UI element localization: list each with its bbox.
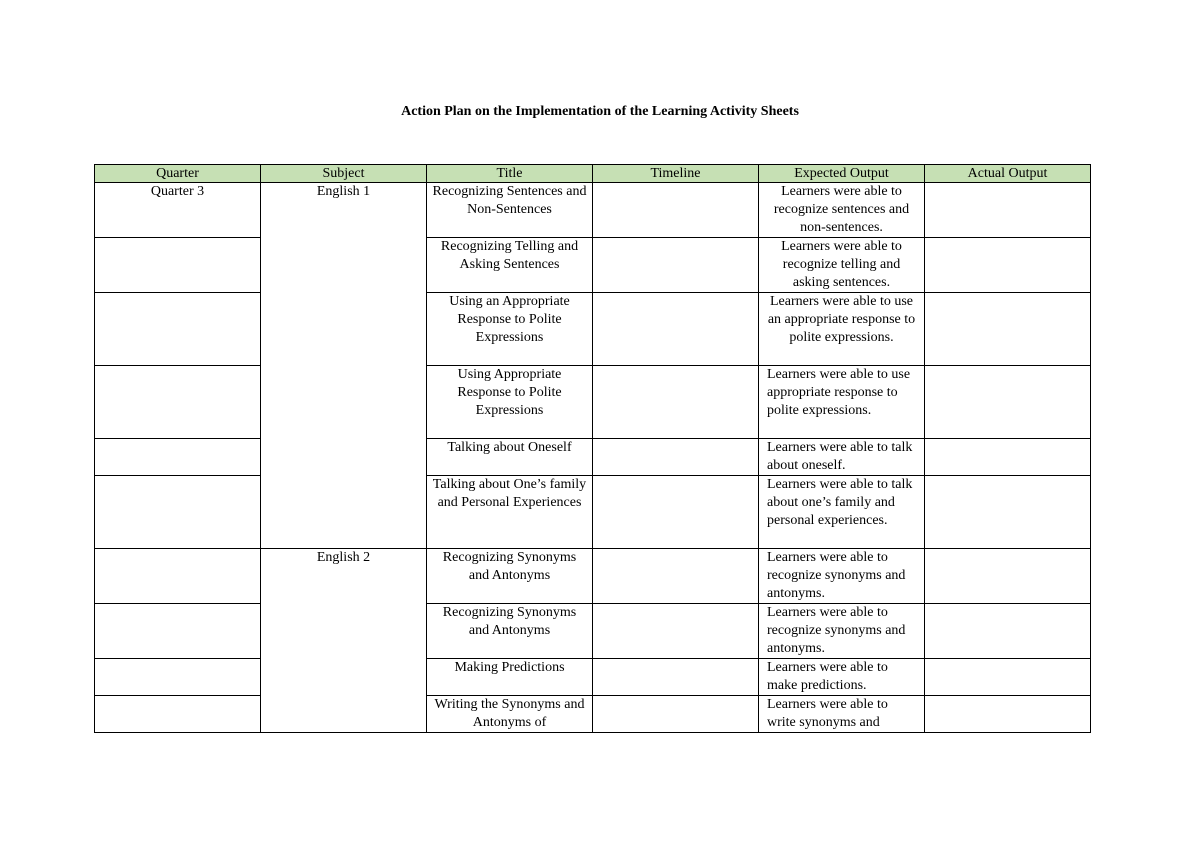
header-expected-output: Expected Output: [759, 165, 925, 183]
quarter-cell: [95, 238, 261, 293]
action-plan-table: [94, 164, 1091, 733]
actual-output-cell: [925, 183, 1091, 238]
actual-output-cell: [925, 439, 1091, 476]
title-cell: Recognizing Sentences and Non-Sentences: [427, 183, 593, 238]
timeline-cell: [593, 604, 759, 659]
table-row: [95, 604, 1091, 659]
actual-output-cell: [925, 549, 1091, 604]
title-cell: Using Appropriate Response to Polite Expressions: [427, 366, 593, 439]
actual-output-cell: [925, 293, 1091, 366]
header-title: Title: [427, 165, 593, 183]
title-cell: Writing the Synonyms and Antonyms of: [427, 696, 593, 733]
header-timeline: Timeline: [593, 165, 759, 183]
table-header-row: [95, 165, 1091, 183]
header-actual-output: Actual Output: [925, 165, 1091, 183]
expected-output-cell: Learners were able to talk about one’s family and personal experiences.: [759, 476, 925, 549]
quarter-cell: [95, 549, 261, 604]
table-row: [95, 476, 1091, 549]
actual-output-cell: [925, 238, 1091, 293]
timeline-cell: [593, 238, 759, 293]
expected-output-cell: Learners were able to make predictions.: [759, 659, 925, 696]
timeline-cell: [593, 696, 759, 733]
subject-cell: [261, 366, 427, 439]
quarter-cell: [95, 604, 261, 659]
actual-output-cell: [925, 604, 1091, 659]
title-cell: Recognizing Synonyms and Antonyms: [427, 549, 593, 604]
quarter-cell: [95, 696, 261, 733]
expected-output-cell: Learners were able to use appropriate response to polite expressions.: [759, 366, 925, 439]
expected-output-cell: Learners were able to write synonyms and: [759, 696, 925, 733]
timeline-cell: [593, 439, 759, 476]
expected-output-cell: Learners were able to recognize synonyms and antonyms.: [759, 604, 925, 659]
table-row: [95, 183, 1091, 238]
expected-output-cell: Learners were able to recognize telling and asking sentences.: [759, 238, 925, 293]
quarter-cell: [95, 659, 261, 696]
header-subject: Subject: [261, 165, 427, 183]
timeline-cell: [593, 549, 759, 604]
quarter-cell: [95, 293, 261, 366]
expected-output-cell: Learners were able to recognize synonyms and antonyms.: [759, 549, 925, 604]
subject-cell: [261, 476, 427, 549]
quarter-cell: [95, 366, 261, 439]
document-title: Action Plan on the Implementation of the Learning Activity Sheets: [401, 104, 799, 119]
table-row: [95, 366, 1091, 439]
title-cell: Talking about Oneself: [427, 439, 593, 476]
table-row: [95, 549, 1091, 604]
timeline-cell: [593, 659, 759, 696]
subject-cell: English 1: [261, 183, 427, 238]
title-cell: Making Predictions: [427, 659, 593, 696]
timeline-cell: [593, 366, 759, 439]
actual-output-cell: [925, 659, 1091, 696]
actual-output-cell: [925, 366, 1091, 439]
actual-output-cell: [925, 476, 1091, 549]
subject-cell: [261, 604, 427, 659]
quarter-cell: [95, 476, 261, 549]
title-cell: Recognizing Telling and Asking Sentences: [427, 238, 593, 293]
quarter-cell: Quarter 3: [95, 183, 261, 238]
subject-cell: [261, 238, 427, 293]
table-row: [95, 238, 1091, 293]
quarter-cell: [95, 439, 261, 476]
timeline-cell: [593, 183, 759, 238]
actual-output-cell: [925, 696, 1091, 733]
subject-cell: [261, 293, 427, 366]
table-row: [95, 439, 1091, 476]
table-row: [95, 659, 1091, 696]
subject-cell: English 2: [261, 549, 427, 604]
timeline-cell: [593, 476, 759, 549]
title-cell: Using an Appropriate Response to Polite Expressions: [427, 293, 593, 366]
subject-cell: [261, 659, 427, 696]
expected-output-cell: Learners were able to recognize sentences and non-sentences.: [759, 183, 925, 238]
expected-output-cell: Learners were able to use an appropriate response to polite expressions.: [759, 293, 925, 366]
expected-output-cell: Learners were able to talk about oneself.: [759, 439, 925, 476]
table-row: [95, 696, 1091, 733]
subject-cell: [261, 439, 427, 476]
timeline-cell: [593, 293, 759, 366]
table-row: [95, 293, 1091, 366]
title-cell: Recognizing Synonyms and Antonyms: [427, 604, 593, 659]
subject-cell: [261, 696, 427, 733]
header-quarter: Quarter: [95, 165, 261, 183]
title-cell: Talking about One’s family and Personal Experiences: [427, 476, 593, 549]
